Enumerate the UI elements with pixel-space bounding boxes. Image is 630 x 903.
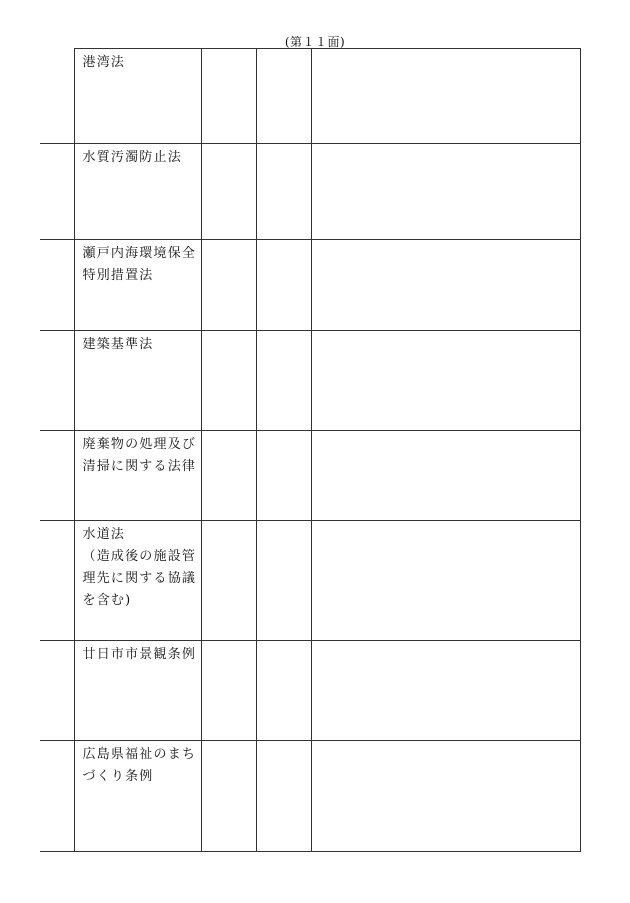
page-number: (第１１面) xyxy=(284,35,346,49)
table-row xyxy=(40,641,580,741)
law-name-cell xyxy=(74,49,201,144)
law-name-cell xyxy=(74,431,201,521)
regulations-table xyxy=(40,48,581,852)
margin-cell xyxy=(40,641,74,741)
blank-cell[interactable] xyxy=(256,741,311,852)
blank-cell[interactable] xyxy=(201,240,256,331)
table-row xyxy=(40,240,580,331)
law-name: 水道法 （造成後の施設管理先に関する協議を含む) xyxy=(82,527,197,608)
blank-cell[interactable] xyxy=(201,144,256,240)
law-name: 広島県福祉のまちづくり条例 xyxy=(82,747,197,784)
margin-cell xyxy=(40,240,74,331)
margin-cell xyxy=(40,49,74,144)
law-name-cell xyxy=(74,240,201,331)
law-name: 水質汚濁防止法 xyxy=(82,150,182,165)
law-name-cell xyxy=(74,521,201,641)
blank-cell[interactable] xyxy=(256,144,311,240)
law-name: 瀬戸内海環境保全特別措置法 xyxy=(82,246,197,283)
notes-cell[interactable] xyxy=(311,240,580,331)
blank-cell[interactable] xyxy=(201,331,256,431)
notes-cell[interactable] xyxy=(311,521,580,641)
blank-cell[interactable] xyxy=(256,331,311,431)
table-row xyxy=(40,431,580,521)
blank-cell[interactable] xyxy=(256,521,311,641)
margin-cell xyxy=(40,144,74,240)
blank-cell[interactable] xyxy=(256,641,311,741)
table-row xyxy=(40,49,580,144)
blank-cell[interactable] xyxy=(201,431,256,521)
table-row xyxy=(40,144,580,240)
blank-cell[interactable] xyxy=(201,641,256,741)
margin-cell xyxy=(40,331,74,431)
notes-cell[interactable] xyxy=(311,641,580,741)
notes-cell[interactable] xyxy=(311,144,580,240)
notes-cell[interactable] xyxy=(311,49,580,144)
margin-cell xyxy=(40,521,74,641)
table-row xyxy=(40,741,580,852)
blank-cell[interactable] xyxy=(256,49,311,144)
blank-cell[interactable] xyxy=(256,240,311,331)
notes-cell[interactable] xyxy=(311,431,580,521)
law-name: 廃棄物の処理及び清掃に関する法律 xyxy=(82,437,197,474)
law-name: 廿日市市景観条例 xyxy=(82,647,197,662)
notes-cell[interactable] xyxy=(311,331,580,431)
table-row xyxy=(40,521,580,641)
margin-cell xyxy=(40,431,74,521)
blank-cell[interactable] xyxy=(201,741,256,852)
blank-cell[interactable] xyxy=(256,431,311,521)
blank-cell[interactable] xyxy=(201,49,256,144)
law-name-cell xyxy=(74,641,201,741)
law-name: 港湾法 xyxy=(82,55,126,70)
blank-cell[interactable] xyxy=(201,521,256,641)
margin-cell xyxy=(40,741,74,852)
law-name: 建築基準法 xyxy=(82,337,154,352)
law-name-cell xyxy=(74,331,201,431)
law-name-cell xyxy=(74,741,201,852)
table-row xyxy=(40,331,580,431)
notes-cell[interactable] xyxy=(311,741,580,852)
law-name-cell xyxy=(74,144,201,240)
